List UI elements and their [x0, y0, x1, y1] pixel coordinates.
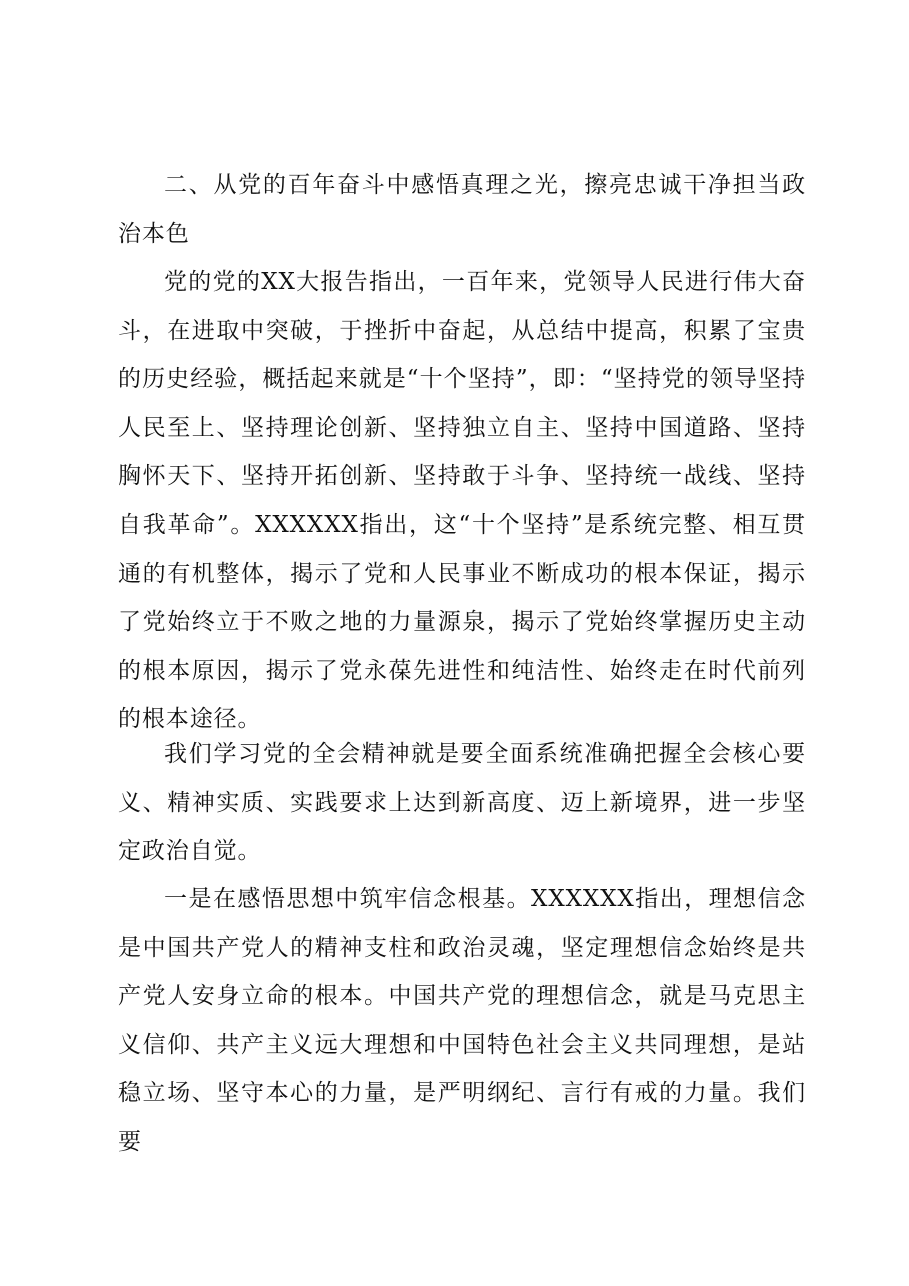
body-paragraph-ideals [118, 875, 806, 1167]
paragraph-3: 我们学习党的全会精神就是要全面系统准确把握全会核心要义、精神实质、实践要求上达到新高度、迈上新境界，进一步坚定政治自觉。 [118, 741, 806, 865]
paragraph-2: 党的党的XX大报告指出，一百年来，党领导人民进行伟大奋斗，在进取中突破，于挫折中奋起，从总结中提高，积累了宝贵的历史经验，概括起来就是“十个坚持”，即：“坚持党的领导坚持人民至上、坚持理论创新、坚持独立自主、坚持中国道路、坚持胸怀天下、坚持开拓创新、坚持敢于斗争、坚持统一战线、坚持自我革命”。XXXXXX指出，这“十个坚持”是系统完整、相互贯通的有机整体，揭示了党和人民事业不断成功的根本保证，揭示了党始终立于不败之地的力量源泉，揭示了党始终掌握历史主动的根本原因，揭示了党永葆先进性和纯洁性、始终走在时代前列的根本途径。 [118, 269, 806, 733]
paragraph-4: 一是在感悟思想中筑牢信念根基。XXXXXX指出，理想信念是中国共产党人的精神支柱和政治灵魂，坚定理想信念始终是共产党人安身立命的根本。中国共产党的理想信念，就是马克思主义信仰、共产主义远大理想和中国特色社会主义共同理想，是站稳立场、坚守本心的力量，是严明纲纪、言行有戒的力量。我们要 [118, 886, 806, 1155]
section-heading-paragraph [118, 161, 806, 258]
body-paragraph-study [118, 730, 806, 876]
paragraph-1: 二、从党的百年奋斗中感悟真理之光，擦亮忠诚干净担当政治本色 [118, 172, 806, 247]
body-paragraph-ten-adherences [118, 258, 806, 744]
